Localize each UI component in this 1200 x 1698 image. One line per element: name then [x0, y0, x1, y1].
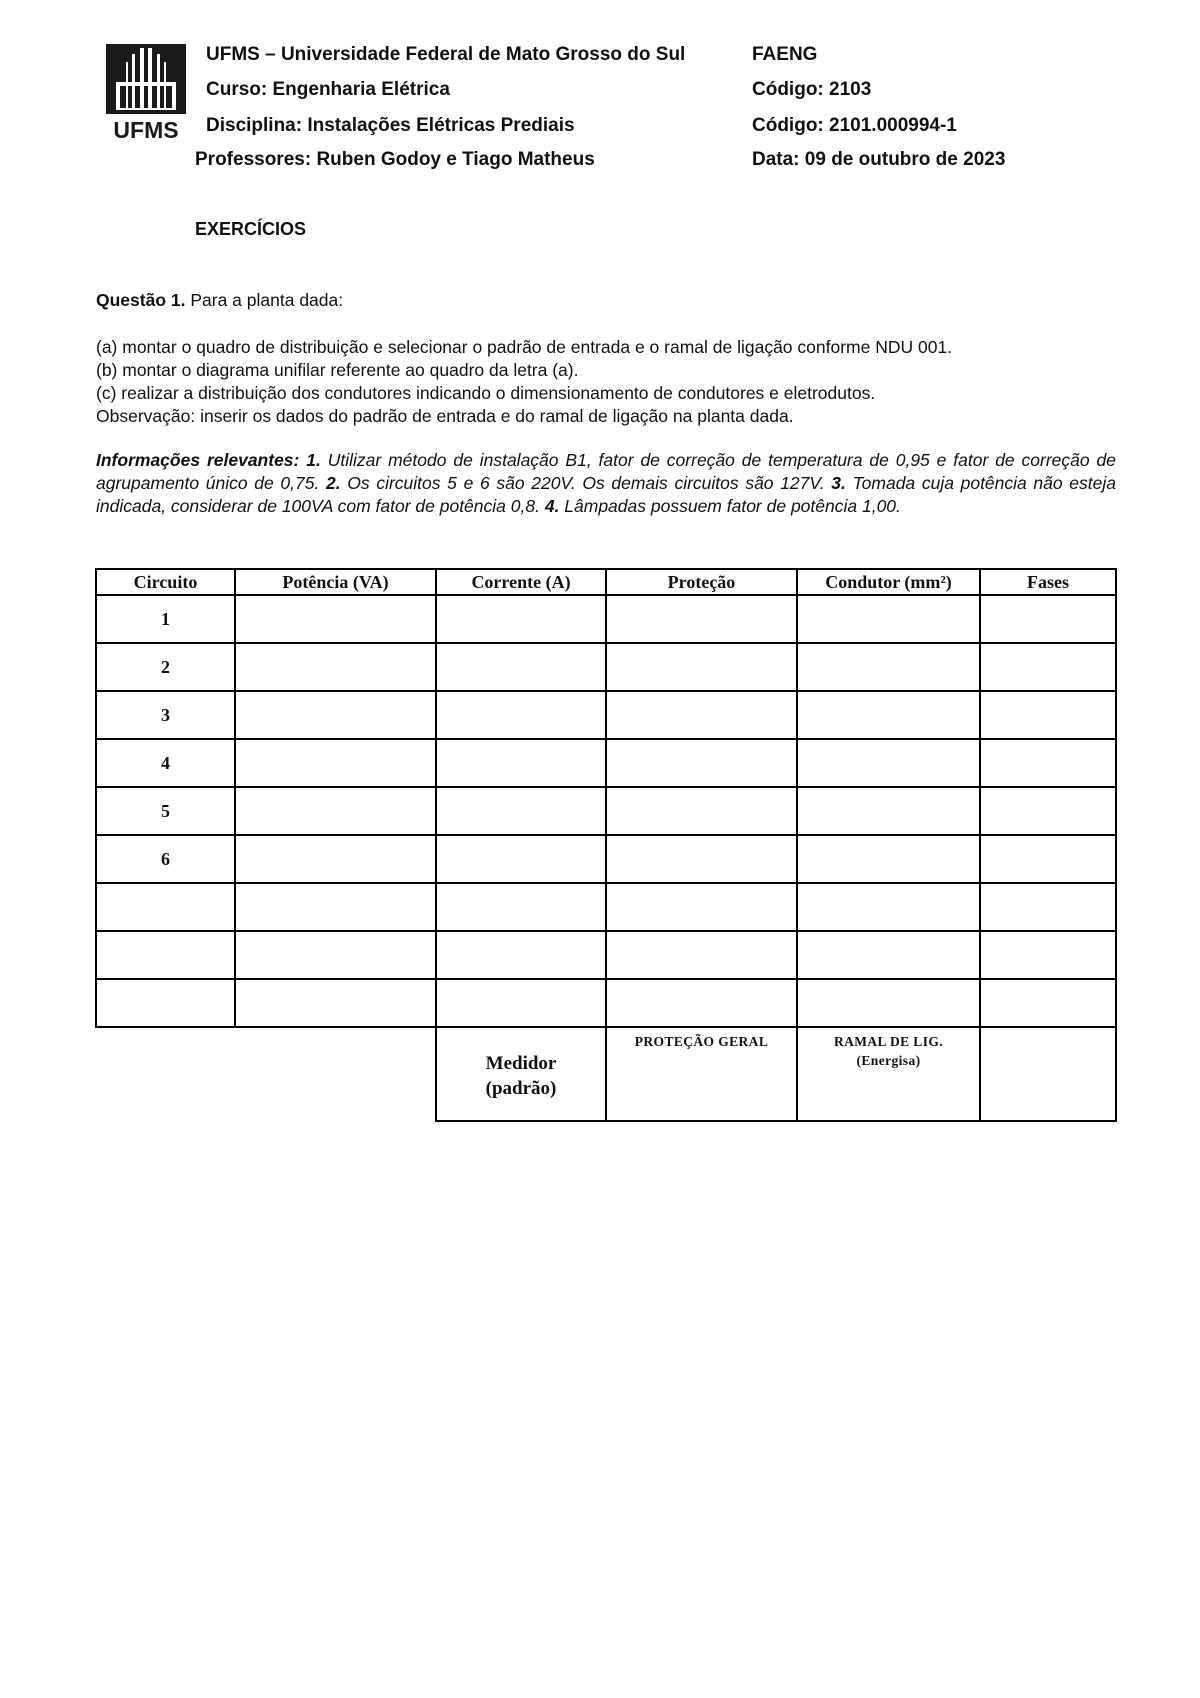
- corrente-cell[interactable]: [436, 643, 606, 691]
- course-code: Código: 2103: [752, 79, 872, 100]
- ufms-logo: [106, 44, 186, 144]
- discipline-name: Disciplina: Instalações Elétricas Prediais: [206, 115, 575, 136]
- header-corrente: Corrente (A): [436, 569, 606, 595]
- table-row: [96, 595, 1116, 643]
- footer-blank: [96, 1027, 436, 1121]
- table-footer-row: [96, 1027, 1116, 1121]
- professors: Professores: Ruben Godoy e Tiago Matheus: [195, 149, 595, 170]
- corrente-cell[interactable]: [436, 595, 606, 643]
- fases-cell[interactable]: [980, 787, 1116, 835]
- info-t2: Os circuitos 5 e 6 são 220V. Os demais circuitos são 127V.: [340, 473, 832, 493]
- header-circuito: Circuito: [96, 569, 235, 595]
- fases-cell[interactable]: [980, 643, 1116, 691]
- section-title: EXERCÍCIOS: [195, 219, 307, 239]
- circuit-number: 5: [96, 787, 235, 835]
- protecao-cell[interactable]: [606, 739, 797, 787]
- condutor-cell[interactable]: [797, 595, 980, 643]
- corrente-cell[interactable]: [436, 787, 606, 835]
- protecao-cell[interactable]: [606, 883, 797, 931]
- question-observation: Observação: inserir os dados do padrão de entrada e do ramal de ligação na planta dada.: [96, 406, 794, 426]
- table-row: [96, 835, 1116, 883]
- corrente-cell[interactable]: [436, 739, 606, 787]
- info-n4: 4.: [544, 496, 560, 516]
- info-n3: 3.: [831, 473, 846, 493]
- medidor-sublabel: (padrão): [485, 1078, 557, 1099]
- condutor-cell[interactable]: [797, 931, 980, 979]
- potencia-cell[interactable]: [235, 691, 436, 739]
- question-item-b: (b) montar o diagrama unifilar referente ao quadro da letra (a).: [96, 360, 579, 380]
- table-row: [96, 931, 1116, 979]
- info-n2: 2.: [326, 473, 341, 493]
- medidor-label: Medidor: [485, 1053, 557, 1074]
- table-row: [96, 643, 1116, 691]
- fases-cell[interactable]: [980, 835, 1116, 883]
- header-protecao: Proteção: [606, 569, 797, 595]
- fases-cell[interactable]: [980, 931, 1116, 979]
- fases-cell[interactable]: [980, 691, 1116, 739]
- protecao-cell[interactable]: [606, 595, 797, 643]
- info-label: Informações relevantes:: [96, 450, 300, 470]
- condutor-cell[interactable]: [797, 739, 980, 787]
- circuit-number[interactable]: [96, 979, 235, 1027]
- circuit-number[interactable]: [96, 883, 235, 931]
- circuit-number: 3: [96, 691, 235, 739]
- corrente-cell[interactable]: [436, 931, 606, 979]
- discipline-code: Código: 2101.000994-1: [752, 115, 957, 136]
- protecao-cell[interactable]: [606, 643, 797, 691]
- potencia-cell[interactable]: [235, 595, 436, 643]
- fases-cell[interactable]: [980, 883, 1116, 931]
- corrente-cell[interactable]: [436, 835, 606, 883]
- condutor-cell[interactable]: [797, 883, 980, 931]
- header-fases: Fases: [980, 569, 1116, 595]
- question-item-a: (a) montar o quadro de distribuição e selecionar o padrão de entrada e o ramal de ligação conforme NDU 001.: [96, 337, 953, 357]
- protecao-geral-cell[interactable]: [606, 1027, 797, 1121]
- condutor-cell[interactable]: [797, 787, 980, 835]
- potencia-cell[interactable]: [235, 835, 436, 883]
- corrente-cell[interactable]: [436, 979, 606, 1027]
- fases-cell[interactable]: [980, 739, 1116, 787]
- footer-fases-cell[interactable]: [980, 1027, 1116, 1121]
- question-item-c: (c) realizar a distribuição dos condutores indicando o dimensionamento de condutores e eletrodutos.: [96, 383, 876, 403]
- potencia-cell[interactable]: [235, 787, 436, 835]
- header-potencia: Potência (VA): [235, 569, 436, 595]
- ramal-cell[interactable]: [797, 1027, 980, 1121]
- circuit-number: 1: [96, 595, 235, 643]
- potencia-cell[interactable]: [235, 931, 436, 979]
- faculty-name: FAENG: [752, 44, 818, 65]
- circuit-number[interactable]: [96, 931, 235, 979]
- corrente-cell[interactable]: [436, 883, 606, 931]
- potencia-cell[interactable]: [235, 883, 436, 931]
- university-name: UFMS – Universidade Federal de Mato Grosso do Sul: [206, 44, 686, 65]
- potencia-cell[interactable]: [235, 643, 436, 691]
- distribution-table: [95, 568, 1117, 1122]
- header-condutor: Condutor (mm²): [797, 569, 980, 595]
- ramal-label: RAMAL DE LIG.: [833, 1034, 944, 1049]
- medidor-cell: [436, 1027, 606, 1121]
- corrente-cell[interactable]: [436, 691, 606, 739]
- table-row: [96, 787, 1116, 835]
- condutor-cell[interactable]: [797, 691, 980, 739]
- fases-cell[interactable]: [980, 595, 1116, 643]
- protecao-cell[interactable]: [606, 931, 797, 979]
- relevant-info: [96, 449, 1116, 518]
- ramal-sublabel: (Energisa): [856, 1053, 921, 1068]
- condutor-cell[interactable]: [797, 643, 980, 691]
- question-label: Questão 1.: [96, 290, 186, 310]
- condutor-cell[interactable]: [797, 979, 980, 1027]
- info-t3: Tomada cuja potência não esteja indicada, considerar de 100VA com fator de potência 0,8.: [96, 473, 1116, 516]
- table-row: [96, 979, 1116, 1027]
- table-row: [96, 691, 1116, 739]
- circuit-number: 6: [96, 835, 235, 883]
- table-row: [96, 883, 1116, 931]
- date: Data: 09 de outubro de 2023: [752, 149, 1006, 170]
- info-n1: 1.: [306, 450, 321, 470]
- logo-text: UFMS: [113, 117, 179, 143]
- table-header-row: [96, 569, 1116, 595]
- info-t4: Lâmpadas possuem fator de potência 1,00.: [559, 496, 901, 516]
- protecao-cell[interactable]: [606, 979, 797, 1027]
- potencia-cell[interactable]: [235, 979, 436, 1027]
- protecao-geral-label: PROTEÇÃO GERAL: [634, 1034, 769, 1049]
- protecao-cell[interactable]: [606, 787, 797, 835]
- info-t1: Utilizar método de instalação B1, fator de correção de temperatura de 0,95 e fator de correção de agrupamento único de 0,75.: [96, 450, 1116, 493]
- table-row: [96, 739, 1116, 787]
- protecao-cell[interactable]: [606, 691, 797, 739]
- protecao-cell[interactable]: [606, 835, 797, 883]
- circuit-number: 2: [96, 643, 235, 691]
- potencia-cell[interactable]: [235, 739, 436, 787]
- question-text: Para a planta dada:: [190, 290, 344, 310]
- question-heading: [96, 290, 343, 311]
- circuit-number: 4: [96, 739, 235, 787]
- fases-cell[interactable]: [980, 979, 1116, 1027]
- course-name: Curso: Engenharia Elétrica: [206, 79, 450, 100]
- condutor-cell[interactable]: [797, 835, 980, 883]
